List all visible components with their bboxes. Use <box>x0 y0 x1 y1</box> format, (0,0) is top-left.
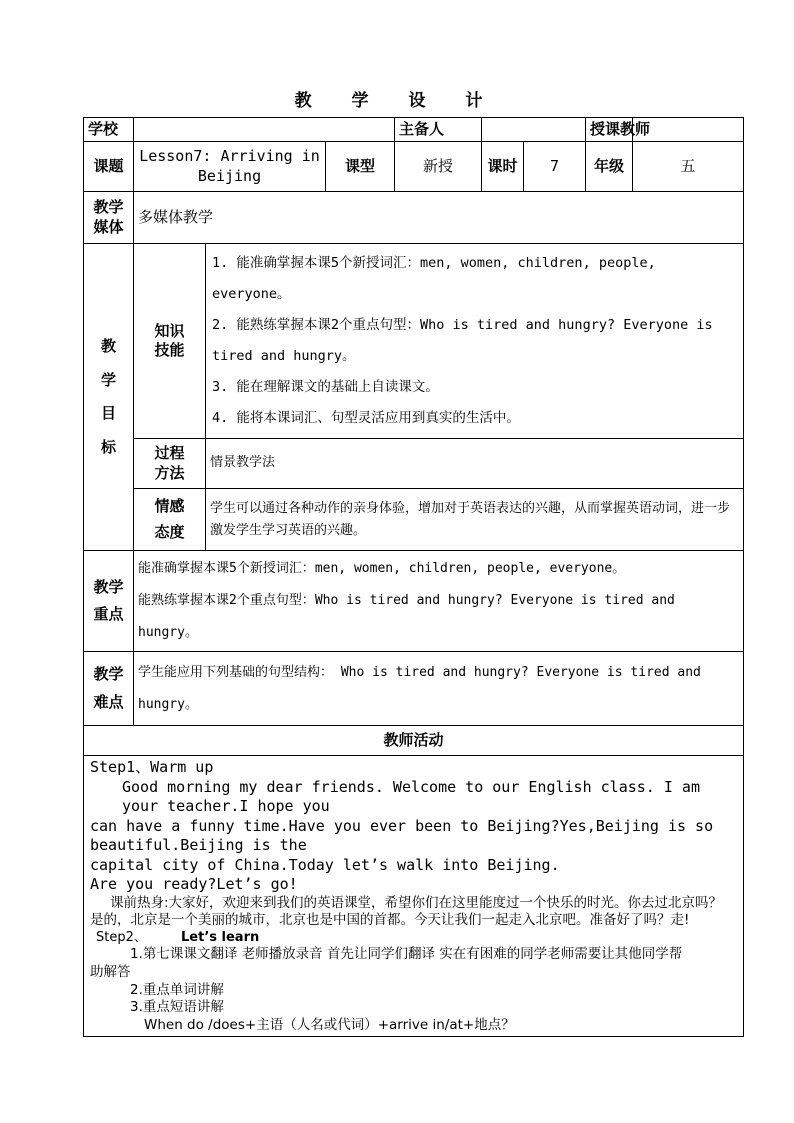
media-label: 教学 媒体 <box>84 192 134 244</box>
teacher-activity-row <box>84 756 744 1037</box>
process-label: 过程 方法 <box>134 439 206 489</box>
emotion-value: 学生可以通过各种动作的亲身体验，增加对于英语表达的兴趣，从而掌握英语动词，进一步激发学生学习英语的兴趣。 <box>206 489 744 551</box>
school-value <box>134 118 395 142</box>
objectives-label: 教 学 目 标 <box>84 244 134 551</box>
difficulties-row <box>84 652 744 726</box>
step1-paragraph: can have a funny time.Have you ever been to Beijing?Yes,Beijing is so beautiful.Beijing is the <box>90 816 714 854</box>
topic-label: 课题 <box>84 142 134 192</box>
step1-paragraph: Good morning my dear friends. Welcome to our English class. I am your teacher.I hope you <box>122 777 700 815</box>
teacher-activity-body <box>84 756 744 1037</box>
media-value: 多媒体教学 <box>134 192 744 244</box>
step1-paragraph: Are you ready?Let’s go! <box>90 875 298 893</box>
difficulties-label: 教学 难点 <box>84 652 134 726</box>
difficulties-value: 学生能应用下列基础的句型结构： Who is tired and hungry? Everyone is tired and hungry。 <box>134 652 744 726</box>
activity-item: 2.重点单词讲解 <box>130 981 224 998</box>
emotion-label: 情感 态度 <box>134 489 206 551</box>
type-value: 新授 <box>395 142 482 192</box>
objectives-knowledge-row <box>84 244 744 439</box>
activity-item: When do /does+主语（人名或代词）+arrive in/at+地点？ <box>144 1016 515 1033</box>
teacher-activity-heading: 教师活动 <box>84 726 744 756</box>
preparer-label: 主备人 <box>395 118 482 142</box>
key-points-row <box>84 551 744 652</box>
knowledge-item: everyone。 <box>212 286 291 302</box>
step1-chinese: 课前热身:大家好，欢迎来到我们的英语课堂，希望你们在这里能度过一个快乐的时光。你去过北京吗？ <box>110 894 723 911</box>
activity-item: 1.第七课课文翻译 老师播放录音 首先让同学们翻译 实在有困难的同学老师需要让其他同学帮 <box>130 946 683 963</box>
knowledge-items <box>206 244 744 439</box>
grade-value: 五 <box>633 142 744 192</box>
knowledge-label: 知识 技能 <box>134 244 206 439</box>
step1-paragraph: capital city of China.Today let’s walk into Beijing. <box>90 855 560 874</box>
lesson-plan-table <box>83 117 744 1037</box>
activity-item: 3.重点短语讲解 <box>130 999 224 1016</box>
teacher-activity-heading-row <box>84 726 744 756</box>
header-row <box>84 118 744 142</box>
key-points-value: 能准确掌握本课5个新授词汇：men, women, children, people, everyone。 能熟练掌握本课2个重点句型：Who is tired and hungry? Everyone is tired and hungry。 <box>134 551 744 652</box>
knowledge-item: tired and hungry。 <box>212 348 356 364</box>
topic-value-line2: Beijing <box>197 166 262 185</box>
topic-value-line1: Lesson7: Arriving in <box>139 147 320 165</box>
key-points-label: 教学 重点 <box>84 551 134 652</box>
preparer-value <box>482 118 586 142</box>
step2-title: Step2、 Let’s learn <box>96 929 260 945</box>
type-label: 课型 <box>326 142 395 192</box>
period-value: 7 <box>524 142 586 192</box>
objectives-emotion-row <box>84 489 744 551</box>
knowledge-item: 4. 能将本课词汇、句型灵活应用到真实的生活中。 <box>212 410 520 426</box>
lesson-row <box>84 142 744 192</box>
topic-value <box>134 142 326 192</box>
school-label: 学校 <box>84 118 134 142</box>
period-label: 课时 <box>482 142 524 192</box>
knowledge-item: 3. 能在理解课文的基础上自读课文。 <box>212 379 439 395</box>
process-value: 情景教学法 <box>206 439 744 489</box>
page-title: 教 学 设 计 <box>294 91 500 111</box>
media-row <box>84 192 744 244</box>
grade-label: 年级 <box>586 142 633 192</box>
knowledge-item: 1. 能准确掌握本课5个新授词汇：men, women, children, people, <box>212 255 656 271</box>
teacher-label: 授课教师 <box>586 118 633 142</box>
step2-subtitle: Let’s learn <box>181 929 260 945</box>
step1-chinese: 是的，北京是一个美丽的城市，北京也是中国的首都。今天让我们一起走入北京吧。准备好了吗？走! <box>90 912 690 929</box>
activity-item: 助解答 <box>90 964 131 981</box>
knowledge-item: 2. 能熟练掌握本课2个重点句型：Who is tired and hungry? Everyone is <box>212 317 713 333</box>
step1-title: Step1、Warm up <box>90 758 214 776</box>
objectives-process-row <box>84 439 744 489</box>
